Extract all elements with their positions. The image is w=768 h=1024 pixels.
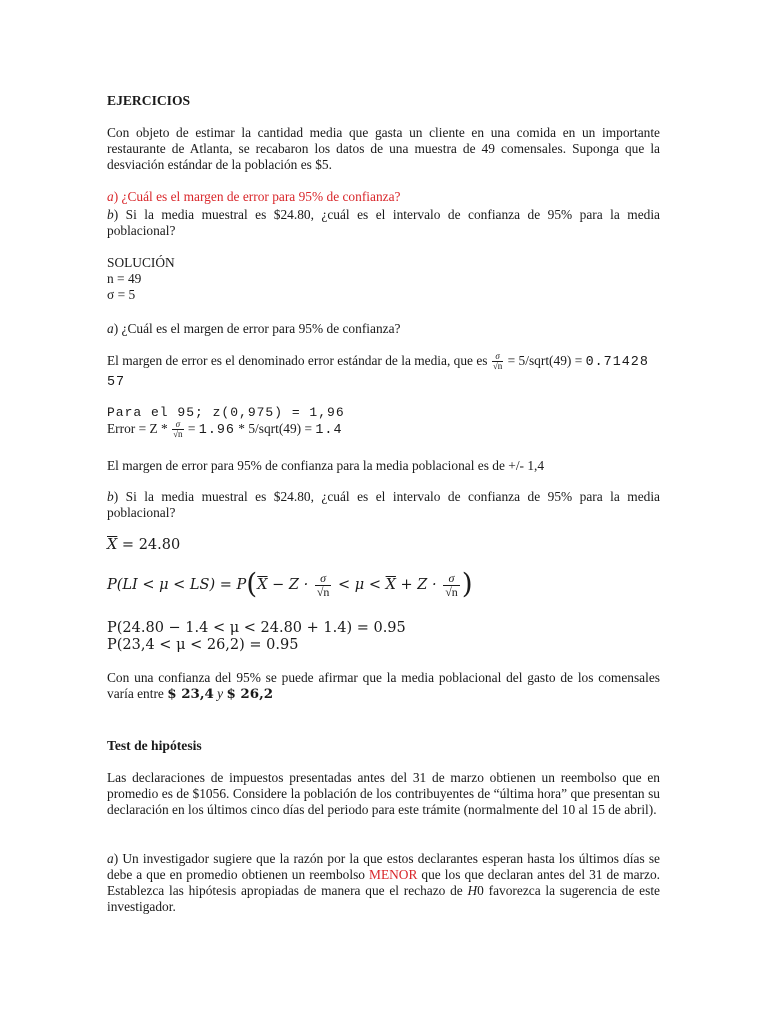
part-b-conclusion-text: Con una confianza del 95% se puede afirmar que la media poblacional del gasto de los comensales varía entre <box>107 670 660 701</box>
formula-inner-3: + Z · <box>395 577 442 593</box>
xbar-value: = 24.80 <box>117 537 181 553</box>
error-frac-denominator: √n <box>173 429 183 440</box>
error-equals: = <box>184 421 199 436</box>
error-prefix: Error = Z * <box>107 421 172 436</box>
question-a-text: ) ¿Cuál es el margen de error para 95% de confianza? <box>113 189 401 204</box>
question-a-letter: a <box>107 189 114 204</box>
formula-frac-1 <box>315 572 332 599</box>
frac-denominator: √n <box>492 361 503 372</box>
error-line <box>107 419 660 441</box>
hyp-a-text-2: que los que declaran antes del 31 de marzo. Establezca las hipótesis apropiadas de manera que el rechazo de <box>107 867 660 898</box>
formula-frac-1-num: σ <box>315 572 332 586</box>
formula-frac-2-den: √n <box>445 585 458 600</box>
formula-left: P(LI < μ < LS) = P <box>107 577 247 593</box>
formula-inner-1: − Z · <box>267 577 313 593</box>
hyp-a-h: H <box>467 883 478 898</box>
margin-calc: = 5/sqrt(49) = <box>504 353 586 368</box>
part-a-question <box>107 321 660 337</box>
margin-value-cont: 57 <box>107 375 126 390</box>
sigma-over-sqrt-n <box>492 352 503 371</box>
solution-label: SOLUCIÓN <box>107 255 175 270</box>
error-frac-numerator: σ <box>172 420 183 430</box>
error-sigma-over-sqrt-n <box>172 420 183 439</box>
range-conjunction: y <box>213 686 227 701</box>
question-b-letter: b <box>107 207 114 222</box>
part-b-text: ) Si la media muestral es $24.80, ¿cuál es el intervalo de confianza de 95% para la media poblacional? <box>107 489 660 520</box>
open-paren: ( <box>246 566 258 600</box>
hyp-a-highlight: MENOR <box>369 867 418 882</box>
formula-frac-2 <box>443 572 460 599</box>
z-value-line: Para el 95; z(0,975) = 1,96 <box>107 405 345 420</box>
part-a-letter: a <box>107 321 114 336</box>
probability-1: P(24.80 − 1.4 < μ < 24.80 + 1.4) = 0.95 <box>107 620 406 636</box>
part-b-question <box>107 489 660 521</box>
margin-text: El margen de error es el denominado error estándar de la media, que es <box>107 353 491 368</box>
probability-line-2 <box>107 637 660 653</box>
error-result: 1.4 <box>315 423 343 438</box>
part-a-conclusion: El margen de error para 95% de confianza para la media poblacional es de +/- 1,4 <box>107 458 545 473</box>
probability-line-1 <box>107 620 660 636</box>
hyp-a-h-sub: 0 <box>477 883 484 898</box>
solution-sigma: σ = 5 <box>107 287 136 302</box>
range-high: $ 26,2 <box>226 686 274 702</box>
margin-value: 0.71428 <box>585 355 649 370</box>
formula-frac-1-den: √n <box>316 585 330 600</box>
hypothesis-paragraph: Las declaraciones de impuestos presentadas antes del 31 de marzo obtienen un reembolso que en promedio es de $1056. Considere la población de los contribuyentes de “última hora” que presentan su declaración en los últimos cinco días del periodo para este trámite (normalmente del 10 al 15 de abril). <box>107 770 660 817</box>
formula-xbar-2: $\overline{X}$ <box>385 577 396 593</box>
part-b-conclusion <box>107 670 660 702</box>
question-a <box>107 189 660 205</box>
hyp-a-text-1: ) Un investigador sugiere que la razón por la que estos declarantes esperan hasta los últimos días se debe a que en promedio obtienen un reembolso <box>107 851 660 882</box>
hyp-a-letter: a <box>107 851 114 866</box>
formula-inner-2: < μ < <box>333 577 386 593</box>
hypothesis-question-a <box>107 851 660 915</box>
hyp-a-text-3: favorezca la sugerencia de este investigador. <box>107 883 660 914</box>
xbar-symbol: $\overline{X}$ <box>107 537 118 553</box>
part-b-letter: b <box>107 489 114 504</box>
intro-paragraph: Con objeto de estimar la cantidad media que gasta un cliente en una comida en un importante restaurante de Atlanta, se recabaron los datos de una muestra de 49 comensales. Suponga que la desviación estándar de la población es $5. <box>107 125 660 172</box>
solution-n: n = 49 <box>107 271 142 286</box>
sample-mean-equation <box>107 537 660 553</box>
probability-2: P(23,4 < μ < 26,2) = 0.95 <box>107 637 299 653</box>
formula-frac-2-num: σ <box>443 572 460 586</box>
range-low: $ 23,4 <box>167 686 214 702</box>
part-a-text: ) ¿Cuál es el margen de error para 95% de confianza? <box>113 321 401 336</box>
question-b-text: ) Si la media muestral es $24.80, ¿cuál es el intervalo de confianza de 95% para la media poblacional? <box>107 207 660 238</box>
close-paren: ) <box>461 566 473 600</box>
frac-numerator: σ <box>492 352 503 362</box>
formula-xbar-1: $\overline{X}$ <box>257 577 268 593</box>
page-title: EJERCICIOS <box>107 93 191 108</box>
hypothesis-title: Test de hipótesis <box>107 738 202 753</box>
question-b <box>107 207 660 239</box>
margin-of-error-line <box>107 352 660 392</box>
error-calc: * 5/sqrt(49) = <box>234 421 316 436</box>
interval-formula <box>107 566 660 606</box>
error-z: 1.96 <box>198 423 235 438</box>
